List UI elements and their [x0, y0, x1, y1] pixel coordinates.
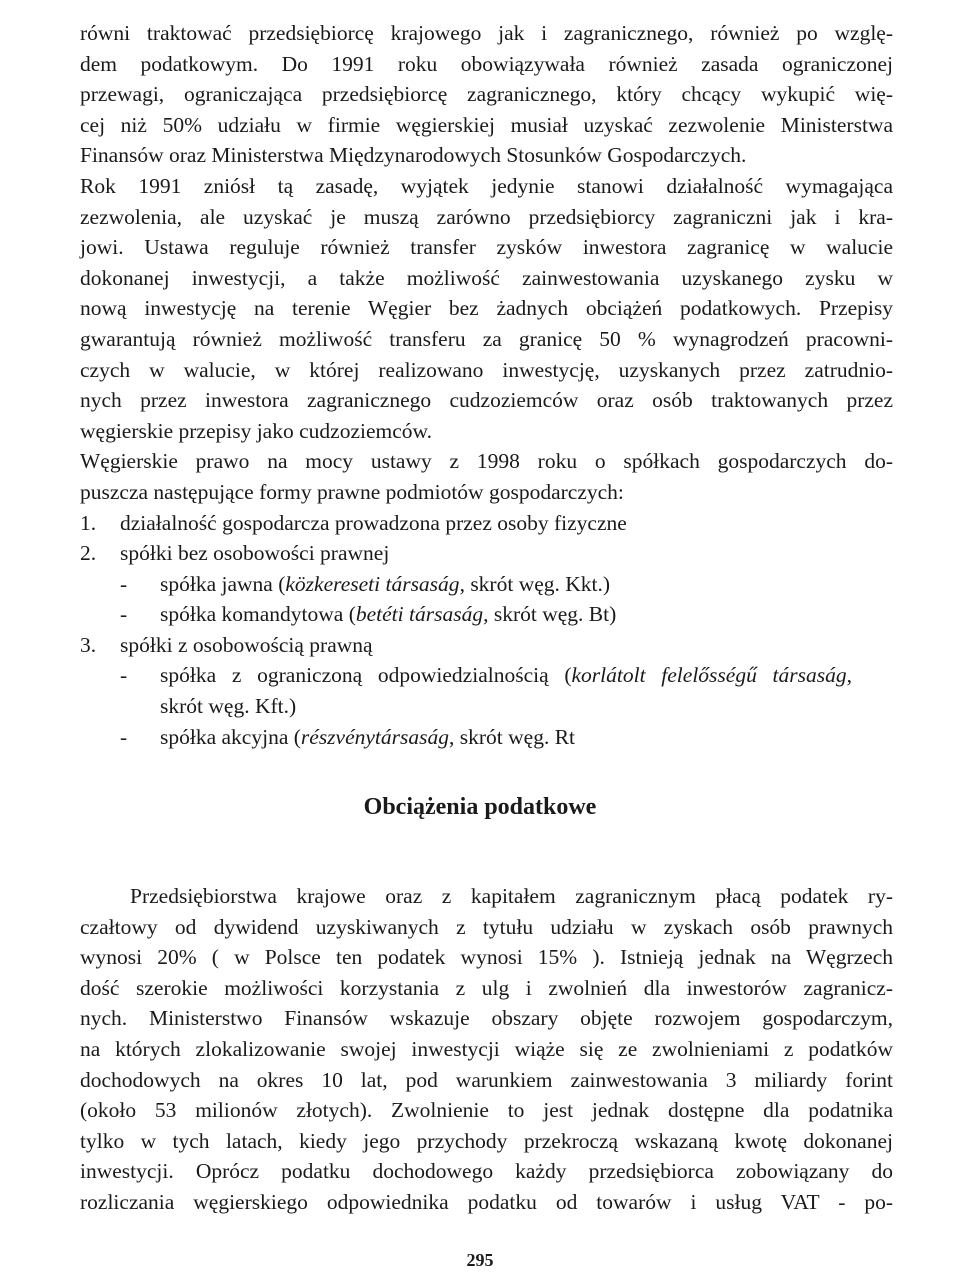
list-item-number: 2. [80, 541, 97, 566]
paragraph-legal-forms [80, 446, 893, 507]
paragraph-tax [80, 881, 893, 1218]
sub-list-item [80, 599, 893, 630]
sub-list-text: spółka akcyjna (részvénytársaság, skrót węg. Rt [160, 724, 576, 749]
text-line: równi traktować przedsiębiorcę krajowego jak i zagranicznego, również po wzglę- [80, 21, 893, 45]
text-line: wynosi 20% ( w Polsce ten podatek wynosi 15% ). Istnieją jednak na Węgrzech [80, 945, 893, 970]
sub-list-text: spółka komandytowa (betéti társaság, skrót węg. Bt) [160, 602, 617, 627]
sub-list-text: skrót węg. Kft.) [160, 694, 297, 719]
text-line: przewagi, ograniczająca przedsiębiorcę zagranicznego, który chcący wykupić wię- [80, 82, 893, 107]
list-item-text: działalność gospodarcza prowadzona przez osoby fizyczne [120, 510, 627, 535]
text-line: Finansów oraz Ministerstwa Międzynarodowych Stosunków Gospodarczych. [80, 143, 747, 168]
text-line: czałtowy od dywidend uzyskiwanych z tytułu udziału w zyskach osób prawnych [80, 914, 893, 939]
list-item-number: 3. [80, 632, 97, 657]
page-number: 295 [466, 1250, 494, 1270]
text-line: dość szerokie możliwości korzystania z ulg i zwolnień dla inwestorów zagranicz- [80, 975, 893, 1000]
dash-bullet: - [120, 724, 128, 749]
text-line: Przedsiębiorstwa krajowe oraz z kapitałem zagranicznym płacą podatek ry- [130, 884, 893, 908]
paragraph-intro [80, 18, 893, 171]
text-line: węgierskie przepisy jako cudzoziemców. [80, 418, 433, 443]
text-line: nych. Ministerstwo Finansów wskazuje obszary objęte rozwojem gospodarczym, [80, 1006, 893, 1031]
text-line: rozliczania węgierskiego odpowiednika podatku od towarów i usług VAT - po- [80, 1189, 893, 1214]
document-page-body [80, 18, 893, 752]
sub-list-continuation [80, 691, 893, 722]
text-line: tylko w tych latach, kiedy jego przychody przekroczą wskazaną kwotę dokonanej [80, 1128, 893, 1153]
text-line: jowi. Ustawa reguluje również transfer zysków inwestora zagranicę w walucie [80, 235, 893, 260]
list-item [80, 630, 893, 661]
text-line: Węgierskie prawo na mocy ustawy z 1998 roku o spółkach gospodarczych do- [80, 449, 893, 474]
text-line: nych przez inwestora zagranicznego cudzoziemców oraz osób traktowanych przez [80, 388, 893, 413]
dash-bullet: - [120, 663, 128, 688]
list-item-text: spółki z osobowością prawną [120, 632, 373, 657]
sub-list-item [80, 569, 893, 600]
dash-bullet: - [120, 602, 128, 627]
sub-list-text: spółka jawna (közkereseti társaság, skrót węg. Kkt.) [160, 571, 611, 596]
text-line: na których zlokalizowanie swojej inwestycji wiąże się ze zwolnieniami z podatków [80, 1036, 893, 1061]
text-line: (około 53 milionów złotych). Zwolnienie to jest jednak dostępne dla podatnika [80, 1098, 893, 1123]
text-line: gwarantują również możliwość transferu za granicę 50 % wynagrodzeń pracowni- [80, 326, 893, 351]
text-line: zezwolenia, ale uzyskać je muszą zarówno przedsiębiorcy zagraniczni jak i kra- [80, 204, 893, 229]
text-line: czych w walucie, w której realizowano inwestycję, uzyskanych przez zatrudnio- [80, 357, 893, 382]
text-line: inwestycji. Oprócz podatku dochodowego każdy przedsiębiorca zobowiązany do [80, 1159, 893, 1184]
list-item [80, 538, 893, 569]
sub-list-item [80, 660, 893, 691]
legal-forms-list [80, 508, 893, 753]
sub-list-item [80, 722, 893, 753]
paragraph-1991 [80, 171, 893, 446]
text-line: Rok 1991 zniósł tą zasadę, wyjątek jedynie stanowi działalność wymagająca [80, 173, 893, 198]
list-item-text: spółki bez osobowości prawnej [120, 541, 390, 566]
list-item-number: 1. [80, 510, 97, 535]
text-line: cej niż 50% udziału w firmie węgierskiej musiał uzyskać zezwolenie Ministerstwa [80, 112, 893, 137]
list-item [80, 508, 893, 539]
text-line: dokonanej inwestycji, a także możliwość zainwestowania uzyskanego zysku w [80, 265, 893, 290]
text-line: puszcza następujące formy prawne podmiotów gospodarczych: [80, 479, 624, 504]
text-line: dem podatkowym. Do 1991 roku obowiązywała również zasada ograniczonej [80, 51, 893, 76]
sub-list-text: spółka z ograniczoną odpowiedzialnością (korlátolt felelősségű társaság, [160, 663, 852, 688]
text-line: dochodowych na okres 10 lat, pod warunkiem zainwestowania 3 miliardy forint [80, 1067, 893, 1092]
dash-bullet: - [120, 571, 128, 596]
section-heading: Obciążenia podatkowe [363, 794, 597, 820]
text-line: nową inwestycję na terenie Węgier bez żadnych obciążeń podatkowych. Przepisy [80, 296, 893, 321]
